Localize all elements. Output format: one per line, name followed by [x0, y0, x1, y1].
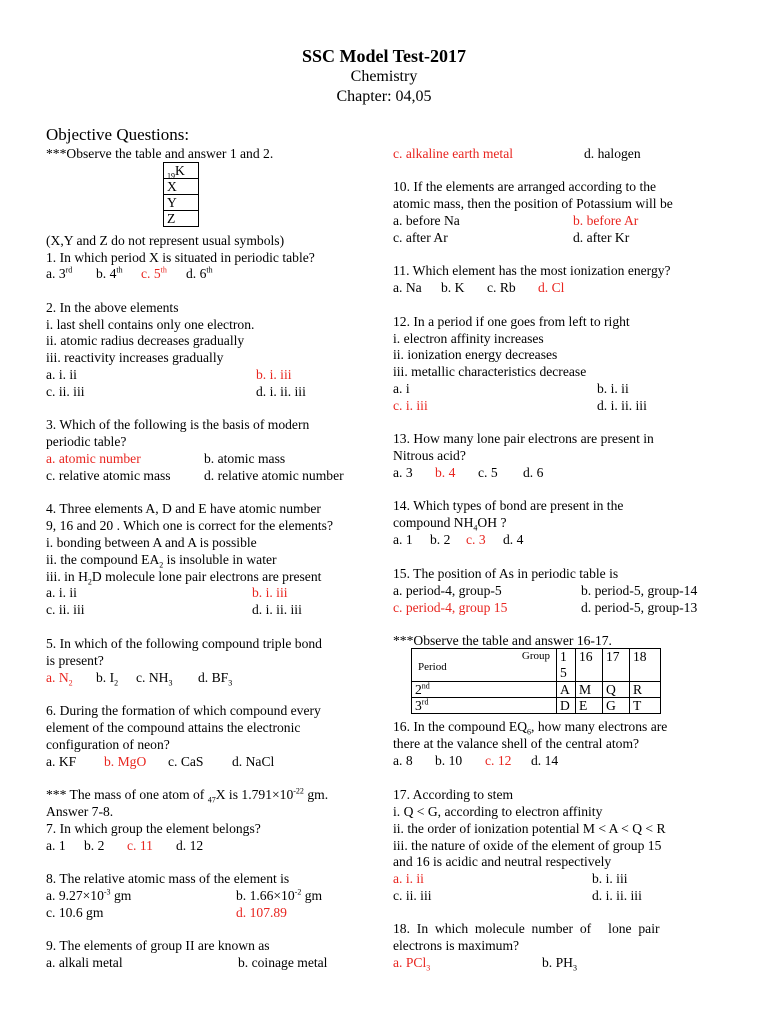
- element-table-1: [163, 162, 199, 227]
- q2-option-b: b. i. iii: [256, 367, 292, 382]
- q9-option-b: b. coinage metal: [238, 955, 328, 970]
- q3-option-a: a. atomic number: [46, 451, 141, 466]
- q5-option-c: c. $NH_3$: [136, 670, 173, 688]
- q4-statement-i: i. bonding between A and A is possible: [46, 535, 257, 550]
- q2-statement-iii: iii. reactivity increases gradually: [46, 350, 224, 365]
- q4-option-c: c. ii. iii: [46, 602, 85, 617]
- table2-cell: Q: [603, 682, 630, 698]
- q10-option-a: a. before Na: [393, 213, 460, 228]
- q17-option-d: d. i. ii. iii: [592, 888, 642, 903]
- question-16-line2: there at the valance shell of the central atom?: [393, 736, 640, 751]
- question-6: 6. During the formation of which compound every: [46, 703, 321, 718]
- q12-option-b: b. i. ii: [597, 381, 629, 396]
- q1-option-b: b. 4th: [96, 265, 123, 281]
- q13-option-b: b. 4: [435, 465, 456, 480]
- q4-option-a: a. i. ii: [46, 585, 77, 600]
- q4-option-b: b. i. iii: [252, 585, 288, 600]
- q2-option-a: a. i. ii: [46, 367, 77, 382]
- q8-option-b: b. $1.66\times 10^{-2}$ gm: [236, 887, 323, 903]
- q17-option-a: a. i. ii: [393, 871, 424, 886]
- table2-cell: T: [630, 698, 661, 714]
- q11-option-b: b. K: [441, 280, 465, 295]
- question-8: 8. The relative atomic mass of the element is: [46, 871, 290, 886]
- question-18-line2: electrons is maximum?: [393, 938, 520, 953]
- q8-option-a: a. $9.27\times 10^{-3}$ gm: [46, 887, 132, 903]
- q5-option-b: b. $I_2$: [96, 670, 119, 688]
- q14-option-d: d. 4: [503, 532, 524, 547]
- stem-note: (X,Y and Z do not represent usual symbols): [46, 233, 285, 248]
- table2-cell: A: [557, 682, 576, 698]
- q2-statement-ii: ii. atomic radius decreases gradually: [46, 333, 245, 348]
- q15-option-a: a. period-4, group-5: [393, 583, 502, 598]
- table2-row-label: 2nd: [412, 682, 557, 698]
- q16-option-b: b. 10: [435, 753, 463, 768]
- table2-cell: G: [603, 698, 630, 714]
- question-14-line2: compound $NH_4OH$ ?: [393, 515, 507, 533]
- table2-cell: E: [576, 698, 603, 714]
- q8-option-d: d. 107.89: [236, 905, 287, 920]
- table2-cell: M: [576, 682, 603, 698]
- q3-option-d: d. relative atomic number: [204, 468, 344, 483]
- q12-statement-iii: iii. metallic characteristics decrease: [393, 364, 587, 379]
- q13-option-c: c. 5: [478, 465, 498, 480]
- q9-option-a: a. alkali metal: [46, 955, 123, 970]
- table2-cell: D: [557, 698, 576, 714]
- table2-cell: R: [630, 682, 661, 698]
- q14-option-a: a. 1: [393, 532, 413, 547]
- q4-statement-iii: iii. in $H_2D$ molecule lone pair electrons are present: [46, 569, 322, 587]
- q16-option-c: c. 12: [485, 753, 512, 768]
- q7-option-a: a. 1: [46, 838, 66, 853]
- q15-option-d: d. period-5, group-13: [581, 600, 698, 615]
- table1-cell: Z: [164, 211, 199, 227]
- section-title: Objective Questions:: [46, 125, 190, 144]
- q6-option-d: d. NaCl: [232, 754, 275, 769]
- q17-statement-iii-line2: and 16 is acidic and neutral respectively: [393, 854, 612, 869]
- question-5-line2: is present?: [46, 653, 104, 668]
- question-14: 14. Which types of bond are present in the: [393, 498, 624, 513]
- table1-cell-k: $_{19}$K: [164, 163, 199, 179]
- chapter-title: Chapter: 04,05: [336, 88, 432, 105]
- q11-option-d: d. Cl: [538, 280, 565, 295]
- question-6-line3: configuration of neon?: [46, 737, 170, 752]
- q10-option-d: d. after Kr: [573, 230, 630, 245]
- question-4-line2: 9, 16 and 20 . Which one is correct for the elements?: [46, 518, 334, 533]
- q2-option-d: d. i. ii. iii: [256, 384, 306, 399]
- q14-option-b: b. 2: [430, 532, 451, 547]
- q8-option-c: c. 10.6 gm: [46, 905, 104, 920]
- q1-option-d: d. 6th: [186, 265, 213, 281]
- q17-option-b: b. i. iii: [592, 871, 628, 886]
- q6-option-b: b. MgO: [104, 754, 147, 769]
- q11-option-a: a. Na: [393, 280, 422, 295]
- question-13-line2: Nitrous acid?: [393, 448, 466, 463]
- question-9: 9. The elements of group II are known as: [46, 938, 270, 953]
- q5-option-a: a. $N_2$: [46, 670, 73, 688]
- subject-title: Chemistry: [350, 68, 418, 85]
- table2-row-label: 3rd: [412, 698, 557, 714]
- q14-option-c: c. 3: [466, 532, 486, 547]
- q11-option-c: c. Rb: [487, 280, 516, 295]
- question-10-line2: atomic mass, then the position of Potassium will be: [393, 196, 673, 211]
- stem-intro-16-17: ***Observe the table and answer 16-17.: [393, 633, 612, 648]
- q12-option-d: d. i. ii. iii: [597, 398, 647, 413]
- q4-statement-ii: ii. the compound $EA_2$ is insoluble in water: [46, 552, 277, 570]
- question-12: 12. In a period if one goes from left to right: [393, 314, 630, 329]
- q1-option-c: c. 5th: [141, 265, 167, 281]
- table2-group-label: Group: [521, 650, 550, 662]
- q17-statement-iii: iii. the nature of oxide of the element of group 15: [393, 838, 662, 853]
- question-15: 15. The position of As in periodic table is: [393, 566, 619, 581]
- q18-option-a: a. PCl$_3$: [393, 955, 431, 973]
- table1-cell: Y: [164, 195, 199, 211]
- q10-option-c: c. after Ar: [393, 230, 448, 245]
- table2-col-group: 1 5: [557, 649, 576, 682]
- q6-option-a: a. KF: [46, 754, 77, 769]
- q12-statement-i: i. electron affinity increases: [393, 331, 544, 346]
- q1-option-a: a. 3rd: [46, 265, 73, 281]
- question-13: 13. How many lone pair electrons are present in: [393, 431, 654, 446]
- q13-option-a: a. 3: [393, 465, 413, 480]
- question-3-line2: periodic table?: [46, 434, 127, 449]
- question-2: 2. In the above elements: [46, 300, 179, 315]
- question-18: 18. In which molecule number of lone pair: [393, 921, 660, 936]
- stem-intro-1-2: ***Observe the table and answer 1 and 2.: [46, 146, 274, 161]
- question-6-line2: element of the compound attains the electronic: [46, 720, 301, 735]
- q12-option-a: a. i: [393, 381, 410, 396]
- question-1: 1. In which period X is situated in periodic table?: [46, 250, 315, 265]
- question-4: 4. Three elements A, D and E have atomic number: [46, 501, 321, 516]
- table2-col-group: 18: [630, 649, 661, 682]
- question-17: 17. According to stem: [393, 787, 514, 802]
- q15-option-b: b. period-5, group-14: [581, 583, 698, 598]
- q2-option-c: c. ii. iii: [46, 384, 85, 399]
- question-11: 11. Which element has the most ionization energy?: [393, 263, 671, 278]
- q6-option-c: c. CaS: [168, 754, 204, 769]
- q12-statement-ii: ii. ionization energy decreases: [393, 347, 558, 362]
- element-table-2: [411, 648, 661, 714]
- q16-option-a: a. 8: [393, 753, 413, 768]
- stem-intro-7-8: *** The mass of one atom of $_{47}$X is $1.791\times 10^{-22}$ gm.: [46, 786, 329, 805]
- question-7: 7. In which group the element belongs?: [46, 821, 261, 836]
- q9-option-c: c. alkaline earth metal: [393, 146, 514, 161]
- q7-option-b: b. 2: [84, 838, 105, 853]
- table1-cell: X: [164, 179, 199, 195]
- table2-col-group: 16: [576, 649, 603, 682]
- q4-option-d: d. i. ii. iii: [252, 602, 302, 617]
- table2-period-label: Period: [418, 661, 447, 673]
- question-3: 3. Which of the following is the basis of modern: [46, 417, 310, 432]
- q7-option-c: c. 11: [127, 838, 153, 853]
- q5-option-d: d. $BF_3$: [198, 670, 233, 688]
- q3-option-b: b. atomic mass: [204, 451, 286, 466]
- q2-statement-i: i. last shell contains only one electron.: [46, 317, 255, 332]
- question-5: 5. In which of the following compound triple bond: [46, 636, 322, 651]
- table2-col-group: 17: [603, 649, 630, 682]
- q15-option-c: c. period-4, group 15: [393, 600, 508, 615]
- q16-option-d: d. 14: [531, 753, 559, 768]
- q9-option-d: d. halogen: [584, 146, 641, 161]
- question-10: 10. If the elements are arranged according to the: [393, 179, 657, 194]
- page-title: SSC Model Test-2017: [301, 46, 467, 66]
- q17-option-c: c. ii. iii: [393, 888, 432, 903]
- q13-option-d: d. 6: [523, 465, 544, 480]
- q18-option-b: b. $PH_3$: [542, 955, 577, 973]
- q3-option-c: c. relative atomic mass: [46, 468, 171, 483]
- q7-option-d: d. 12: [176, 838, 204, 853]
- q17-statement-ii: ii. the order of ionization potential M < A < Q < R: [393, 821, 666, 836]
- q10-option-b: b. before Ar: [573, 213, 639, 228]
- question-16: 16. In the compound $EQ_6$, how many electrons are: [393, 719, 668, 737]
- q17-statement-i: i. Q < G, according to electron affinity: [393, 804, 603, 819]
- table2-header-cell: [412, 649, 557, 682]
- q12-option-c: c. i. iii: [393, 398, 428, 413]
- stem-intro-7-8-line2: Answer 7-8.: [46, 804, 114, 819]
